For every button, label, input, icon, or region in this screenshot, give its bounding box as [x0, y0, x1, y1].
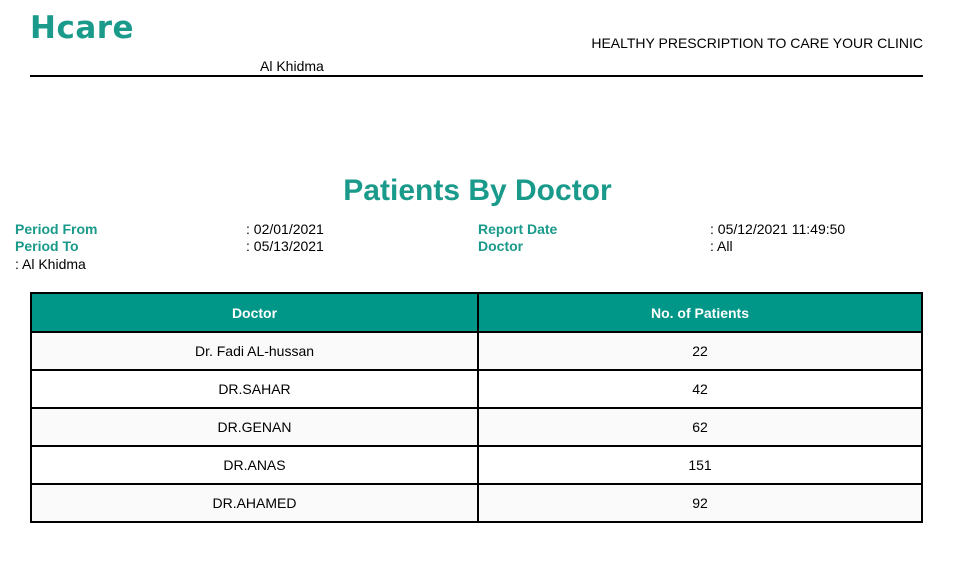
- table-header-row: [31, 293, 922, 332]
- cell-patients: 62: [478, 408, 922, 446]
- period-from-value: : 02/01/2021: [246, 221, 324, 237]
- report-date-label: Report Date: [478, 221, 558, 237]
- cell-doctor: Dr. Fadi AL-hussan: [31, 332, 478, 370]
- cell-patients: 22: [478, 332, 922, 370]
- table-row: [31, 484, 922, 522]
- cell-doctor: DR.GENAN: [31, 408, 478, 446]
- report-date-value: : 05/12/2021 11:49:50: [710, 221, 846, 237]
- doctor-filter-label: Doctor: [478, 238, 524, 254]
- cell-doctor: DR.ANAS: [31, 446, 478, 484]
- table-row: [31, 446, 922, 484]
- doctor-filter-value: : All: [710, 238, 733, 254]
- table-row: [31, 408, 922, 446]
- header-divider: [30, 75, 923, 77]
- cell-patients: 42: [478, 370, 922, 408]
- report-title: Patients By Doctor: [343, 174, 612, 207]
- table-row: [31, 332, 922, 370]
- hcare-logo: Hcare: [30, 10, 135, 46]
- header-clinic-name: Al Khidma: [260, 58, 324, 74]
- cell-doctor: DR.AHAMED: [31, 484, 478, 522]
- column-header-patients: No. of Patients: [478, 293, 922, 332]
- cell-patients: 151: [478, 446, 922, 484]
- period-to-label: Period To: [15, 238, 79, 254]
- cell-doctor: DR.SAHAR: [31, 370, 478, 408]
- cell-patients: 92: [478, 484, 922, 522]
- patients-table: [30, 292, 923, 523]
- period-from-label: Period From: [15, 221, 98, 237]
- clinic-filter-value: : Al Khidma: [15, 256, 86, 272]
- period-to-value: : 05/13/2021: [246, 238, 324, 254]
- table-row: [31, 370, 922, 408]
- header-tagline: HEALTHY PRESCRIPTION TO CARE YOUR CLINIC: [591, 35, 923, 51]
- column-header-doctor: Doctor: [31, 293, 478, 332]
